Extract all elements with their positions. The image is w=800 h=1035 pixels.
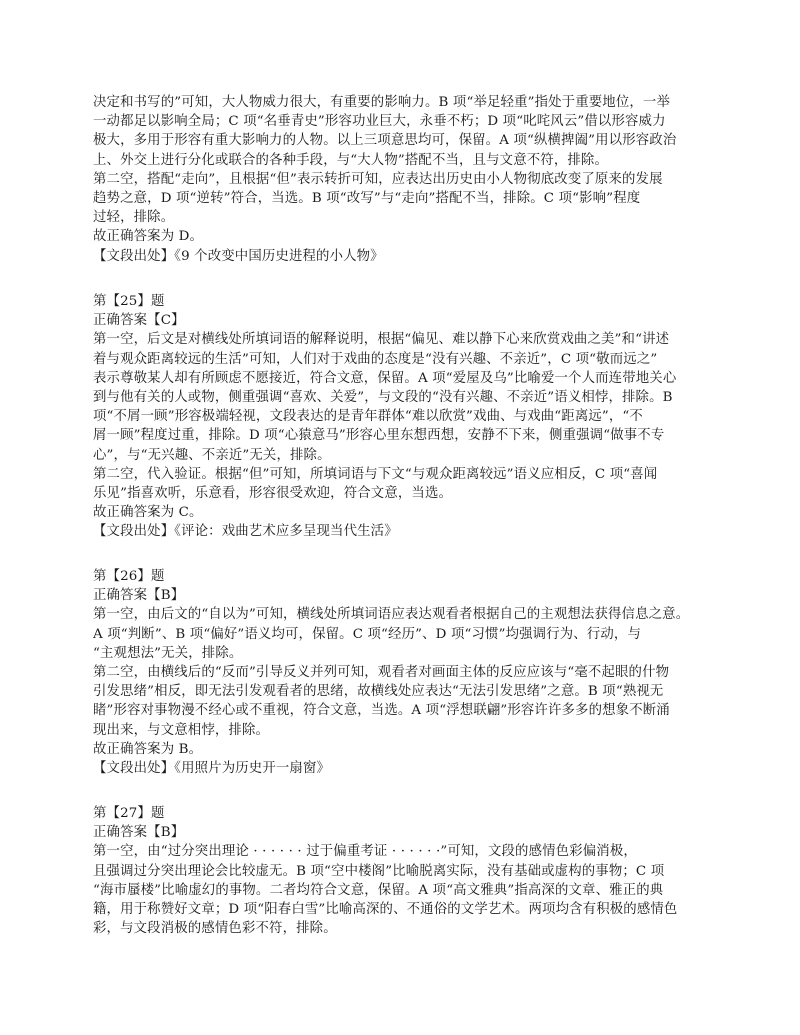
text-line: 第【25】题	[93, 294, 165, 309]
text-line: 到与他有关的人或物，侧重强调“喜欢、关爱”，与文段的“没有兴趣、不亲近”语义相悖，排除。B	[93, 390, 673, 406]
text-line: “海市蜃楼”比喻虚幻的事物。二者均符合文意，保留。A 项“高文雅典”指高深的文章、雅正的典	[93, 882, 664, 898]
q27-explanation	[93, 804, 718, 938]
text-line: 项“不屑一顾”形容极端轻视，文段表达的是青年群体“难以欣赏”戏曲、与戏曲“距离远”，“不	[93, 409, 643, 425]
text-line: 一动都足以影响全局；C 项“名垂青史”形容功业巨大，永垂不朽；D 项“叱咤风云”借以形容威力	[93, 114, 666, 130]
text-line: 故正确答案为 B。	[93, 741, 203, 757]
text-line: 籍，用于称赞好文章；D 项“阳春白雪”比喻高深的、不通俗的文学艺术。两项均含有积极的感情色	[93, 902, 678, 918]
text-line: 心”，与“无兴趣、不亲近”无关，排除。	[93, 447, 331, 463]
text-line: “主观想法”无关，排除。	[93, 645, 243, 661]
text-line: 第二空，搭配“走向”，且根据“但”表示转折可知，应表达出历史由小人物彻底改变了原来的发展	[93, 171, 663, 187]
text-line: 乐见”指喜欢听，乐意看，形容很受欢迎，符合文意，当选。	[93, 486, 453, 502]
text-line: 决定和书写的”可知，大人物威力很大，有重要的影响力。B 项“举足轻重”指处于重要地位，一举	[93, 95, 671, 110]
q25-explanation	[93, 292, 718, 542]
text-line: 趋势之意，D 项“逆转”符合，当选。B 项“改写”与“走向”搭配不当，排除。C 项“影响”程度	[93, 191, 641, 207]
q26-explanation	[93, 567, 718, 778]
text-line: 正确答案【B】	[93, 588, 185, 604]
text-line: 表示尊敬某人却有所顾虑不愿接近，符合文意，保留。A 项“爱屋及乌”比喻爱一个人而连带地关心	[93, 370, 677, 386]
text-line: 引发思绪”相反，即无法引发观看者的思绪，故横线处应表达“无法引发思绪”之意。B 项“熟视无	[93, 684, 664, 700]
text-line: 着与观众距离较远的生活”可知，人们对于戏曲的态度是“没有兴趣、不亲近”，C 项“敬而远之”	[93, 351, 658, 367]
text-line: 现出来，与文意相悖，排除。	[93, 722, 270, 738]
text-line: 第二空，代入验证。根据“但”可知，所填词语与下文“与观众距离较远”语义应相反，C 项“喜闻	[93, 466, 658, 482]
text-line: 第一空，由后文的“自以为”可知，横线处所填词语应表达观看者根据自己的主观想法获得信息之意。	[93, 607, 690, 623]
q24-explanation-tail	[93, 93, 718, 266]
text-line: 第【27】题	[93, 806, 165, 821]
text-line: 过轻，排除。	[93, 210, 175, 226]
text-line: 正确答案【C】	[93, 313, 185, 329]
text-line: 上、外交上进行分化或联合的各种手段，与“大人物”搭配不当，且与文意不符，排除。	[93, 152, 608, 168]
text-line: 【文段出处】《9 个改变中国历史进程的小人物》	[93, 248, 384, 264]
text-line: 彩，与文段消极的感情色彩不符，排除。	[93, 921, 337, 937]
text-line: 极大，多用于形容有重大影响力的人物。以上三项意思均可，保留。A 项“纵横捭阖”用以形容政治	[93, 133, 677, 149]
text-line: 故正确答案为 D。	[93, 229, 204, 245]
text-line: A 项“判断”、B 项“偏好”语义均可，保留。C 项“经历”、D 项“习惯”均强调行为、行动，与	[93, 626, 641, 642]
text-line: 正确答案【B】	[93, 825, 185, 841]
text-line: 第一空，后文是对横线处所填词语的解释说明，根据“偏见、难以静下心来欣赏戏曲之美”和“讲述	[93, 332, 670, 348]
text-line: 第【26】题	[93, 569, 165, 584]
text-line: 第二空，由横线后的“反而”引导反义并列可知，观看者对画面主体的反应应该与“毫不起眼的什物	[93, 665, 670, 681]
text-line: 第一空，由“过分突出理论 · · · · · · 过于偏重考证 · · · · · ·”可知，文段的感情色彩偏消极，	[93, 844, 637, 860]
text-line: 且强调过分突出理论会比较虚无。B 项“空中楼阁”比喻脱离实际，没有基础或虚构的事物；C 项	[93, 863, 665, 879]
text-line: 【文段出处】《用照片为历史开一扇窗》	[93, 761, 331, 777]
text-line: 【文段出处】《评论：戏曲艺术应多呈现当代生活》	[93, 524, 398, 540]
text-line: 屑一顾”程度过重，排除。D 项“心猿意马”形容心里东想西想，安静不下来，侧重强调“做事不专	[93, 428, 665, 444]
text-line: 睹”形容对事物漫不经心或不重视，符合文意，当选。A 项“浮想联翩”形容许许多多的想象不断涌	[93, 703, 670, 719]
text-line: 故正确答案为 C。	[93, 505, 203, 521]
